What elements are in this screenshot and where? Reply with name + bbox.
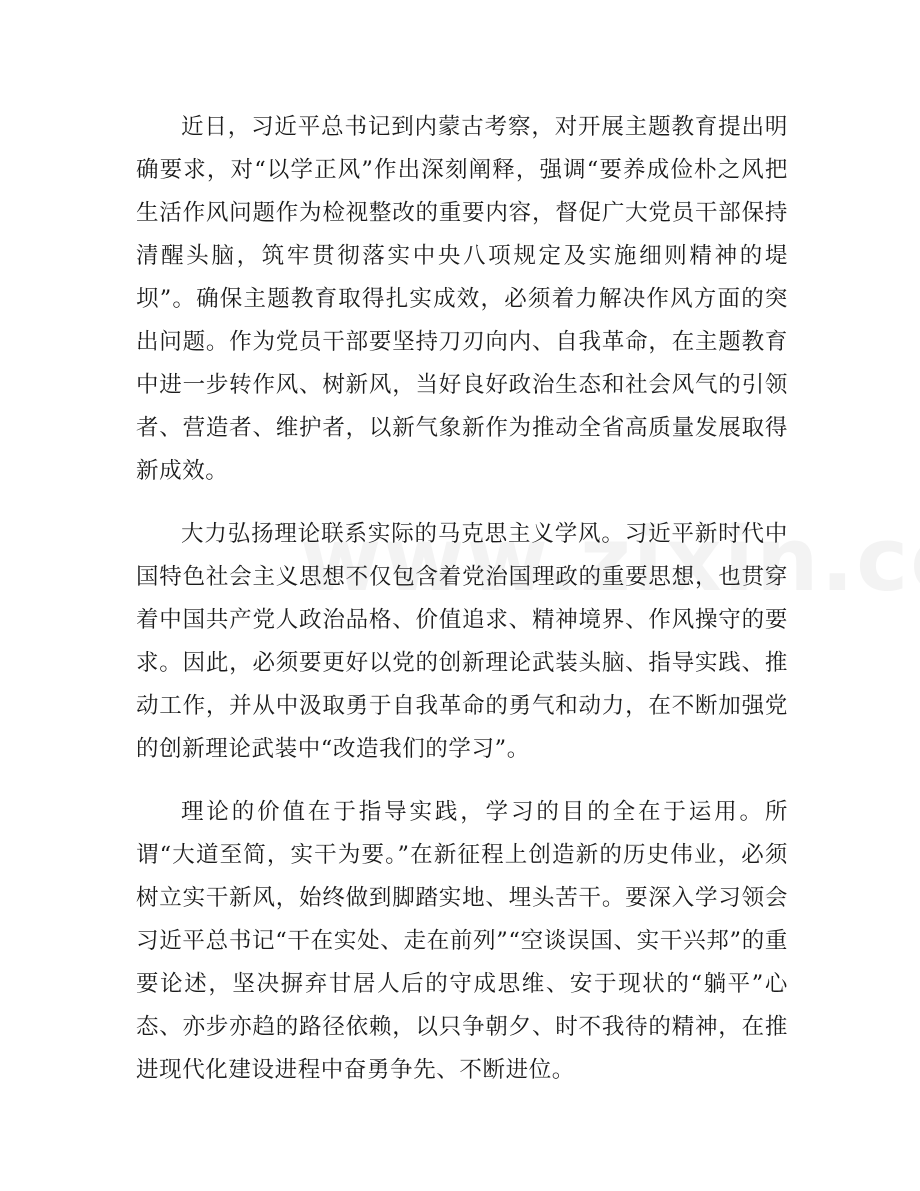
paragraph-3: 理论的价值在于指导实践，学习的目的全在于运用。所谓“大道至简，实干为要。”在新征程上创造新的历史伟业，必须树立实干新风，始终做到脚踏实地、埋头苦干。要深入学习领会习近平总书记“干在实处、走在前列”“空谈误国、实干兴邦”的重要论述，坚决摒弃甘居人后的守成思维、安于现状的“躺平”心态、亦步亦趋的路径依赖，以只争朝夕、时不我待的精神，在推进现代化建设进程中奋勇争先、不断进位。 — [136, 799, 788, 1083]
paragraph-2: 大力弘扬理论联系实际的马克思主义学风。习近平新时代中国特色社会主义思想不仅包含着党治国理政的重要思想，也贯穿着中国共产党人政治品格、价值追求、精神境界、作风操守的要求。因此，必须要更好以党的创新理论武装头脑、指导实践、推动工作，并从中汲取勇于自我革命的勇气和动力，在不断加强党的创新理论武装中“改造我们的学习”。 — [136, 521, 788, 762]
paragraph-1: 近日，习近平总书记到内蒙古考察，对开展主题教育提出明确要求，对“以学正风”作出深刻阐释，强调“要养成俭朴之风把生活作风问题作为检视整改的重要内容，督促广大党员干部保持清醒头脑，筑牢贯彻落实中央八项规定及实施细则精神的堤坝”。确保主题教育取得扎实成效，必须着力解决作风方面的突出问题。作为党员干部要坚持刀刃向内、自我革命，在主题教育中进一步转作风、树新风，当好良好政治生态和社会风气的引领者、营造者、维护者，以新气象新作为推动全省高质量发展取得新成效。 — [136, 114, 788, 484]
document-body — [136, 106, 788, 1112]
